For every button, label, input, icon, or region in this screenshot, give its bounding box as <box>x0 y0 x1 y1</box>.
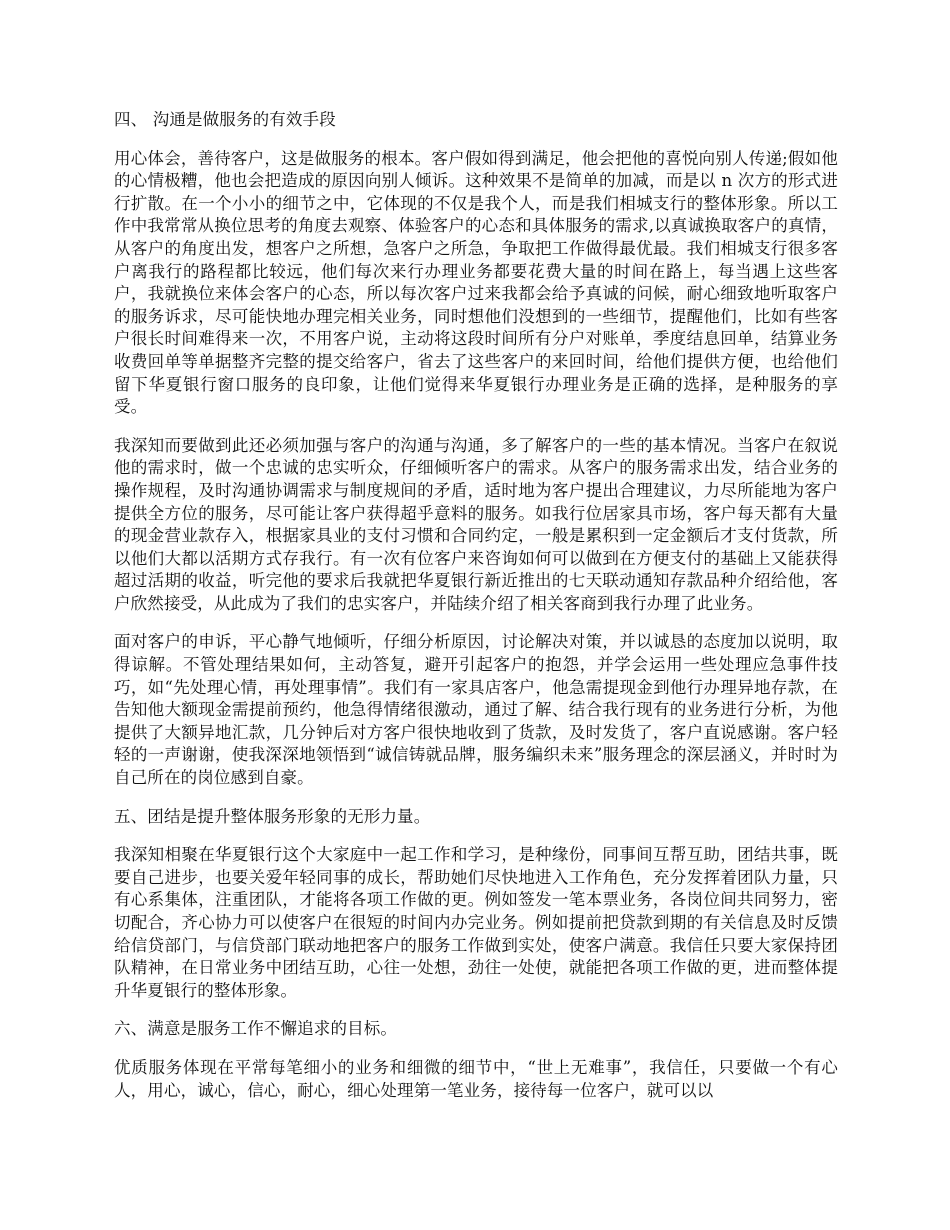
paragraph-complaint-handling: 面对客户的申诉，平心静气地倾听，仔细分析原因，讨论解决对策，并以诚恳的态度加以说明，取得谅解。不管处理结果如何，主动答复，避开引起客户的抱怨，并学会运用一些处理应急事件技巧，如“先处理心情，再处理事情”。我们有一家具店客户，他急需提现金到他行办理异地存款，在告知他大额现金需提前预约，他急得情绪很激动，通过了解、结合我行现有的业务进行分析，为他提供了大额异地汇款，几分钟后对方客户很快地收到了货款，及时发货了，客户直说感谢。客户轻轻的一声谢谢，使我深深地领悟到“诚信铸就品牌，服务编织未来”服务理念的深层涵义，并时时为自己所在的岗位感到自豪。 <box>114 632 838 788</box>
section-heading-5: 五、团结是提升整体服务形象的无形力量。 <box>114 806 431 826</box>
section-heading-4: 四、 沟通是做服务的有效手段 <box>114 110 336 129</box>
paragraph-teamwork: 我深知相聚在华夏银行这个大家庭中一起工作和学习，是种缘份，同事间互帮互助，团结共事，既要自己进步，也要关爱年轻同事的成长，帮助她们尽快地进入工作角色，充分发挥着团队力量，只有心系集体，注重团队，才能将各项工作做的更。例如签发一笔本票业务，各岗位间共同努力，密切配合，齐心协力可以使客户在很短的时间内办完业务。例如提前把贷款到期的有关信息及时反馈给信贷部门，与信贷部门联动地把客户的服务工作做到实处，使客户满意。我信任只要大家保持团队精神，在日常业务中团结互助，心往一处想，劲往一处使，就能把各项工作做的更，进而整体提升华夏银行的整体形象。 <box>114 845 838 1000</box>
paragraph-empathy-service: 用心体会，善待客户，这是做服务的根本。客户假如得到满足，他会把他的喜悦向别人传递;假如他的心情极糟，他也会把造成的原因向别人倾诉。这种效果不是简单的加减，而是以 n 次方的形式进行扩散。在一个小小的细节之中，它体现的不仅是我个人，而是我们相城支行的整体形象。所以工作中我常常从换位思考的角度去观察、体验客户的心态和具体服务的需求,以真诚换取客户的真情，从客户的角度出发，想客户之所想，急客户之所急，争取把工作做得最优最。我们相城支行很多客户离我行的路程都比较远，他们每次来行办理业务都要花费大量的时间在路上，每当遇上这些客户，我就换位来体会客户的心态，所以每次客户过来我都会给予真诚的问候，耐心细致地听取客户的服务诉求，尽可能快地办理完相关业务，同时想他们没想到的一些细节，提醒他们，比如有些客户很长时间难得来一次，不用客户说，主动将这段时间所有分户对账单，季度结息回单，结算业务收费回单等单据整齐完整的提交给客户，省去了这些客户的来回时间，给他们提供方便，也给他们留下华夏银行窗口服务的良印象，让他们觉得来华夏银行办理业务是正确的选择，是种服务的享受。 <box>114 148 838 417</box>
section-heading-6: 六、满意是服务工作不懈追求的目标。 <box>114 1019 398 1039</box>
paragraph-satisfaction: 优质服务体现在平常每笔细小的业务和细微的细节中，“世上无难事”，我信任，只要做一个有心人，用心，诚心，信心，耐心，细心处理第一笔业务，接待每一位客户，就可以以 <box>114 1057 838 1100</box>
document-page <box>114 109 838 1118</box>
paragraph-customer-communication: 我深知而要做到此还必须加强与客户的沟通与沟通，多了解客户的一些的基本情况。当客户在叙说他的需求时，做一个忠诚的忠实听众，仔细倾听客户的需求。从客户的服务需求出发，结合业务的操作规程，及时沟通协调需求与制度规间的矛盾，适时地为客户提出合理建议，力尽所能地为客户提供全方位的服务，尽可能让客户获得超乎意料的服务。如我行位居家具市场，客户每天都有大量的现金营业款存入，根据家具业的支付习惯和合同约定，一般是累积到一定金额后才支付货款，所以他们大都以活期方式存我行。有一次有位客户来咨询如何可以做到在方便支付的基础上又能获得超过活期的收益，听完他的要求后我就把华夏银行新近推出的七天联动通知存款品种介绍给他，客户欣然接受，从此成为了我们的忠实客户，并陆续介绍了相关客商到我行办理了此业务。 <box>114 435 838 613</box>
